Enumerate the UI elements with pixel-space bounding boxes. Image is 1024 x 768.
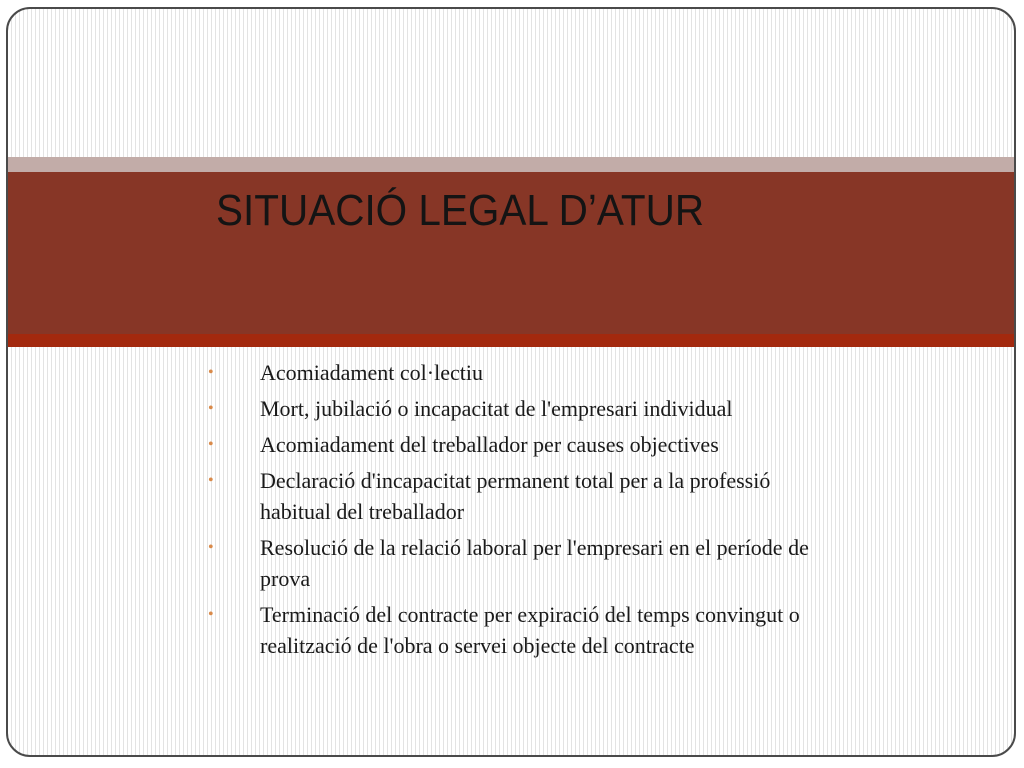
bullet-item <box>200 393 810 424</box>
bullet-dot-icon: • <box>208 400 214 417</box>
bullet-item <box>200 357 810 388</box>
bullet-text: Acomiadament del treballador per causes objectives <box>260 432 719 457</box>
bullet-text: Mort, jubilació o incapacitat de l'empresari individual <box>260 396 733 421</box>
slide-title: SITUACIÓ LEGAL D’ATUR <box>216 186 705 235</box>
bullet-item <box>200 599 810 661</box>
bullet-text: Acomiadament col·lectiu <box>260 360 483 385</box>
bullet-item <box>200 465 810 527</box>
bullet-text: Resolució de la relació laboral per l'empresari en el període de prova <box>260 535 809 591</box>
bullet-dot-icon: • <box>208 436 214 453</box>
bullet-item <box>200 532 810 594</box>
title-top-rule <box>8 157 1014 172</box>
title-bottom-rule <box>8 334 1014 347</box>
bullet-dot-icon: • <box>208 606 214 623</box>
bullet-dot-icon: • <box>208 472 214 489</box>
bullet-text: Terminació del contracte per expiració del temps convingut o realització de l'obra o servei objecte del contracte <box>260 602 800 658</box>
bullet-dot-icon: • <box>208 364 214 381</box>
bullet-dot-icon: • <box>208 539 214 556</box>
bullet-list <box>200 357 810 666</box>
bullet-text: Declaració d'incapacitat permanent total per a la professió habitual del treballador <box>260 468 771 524</box>
bullet-item <box>200 429 810 460</box>
